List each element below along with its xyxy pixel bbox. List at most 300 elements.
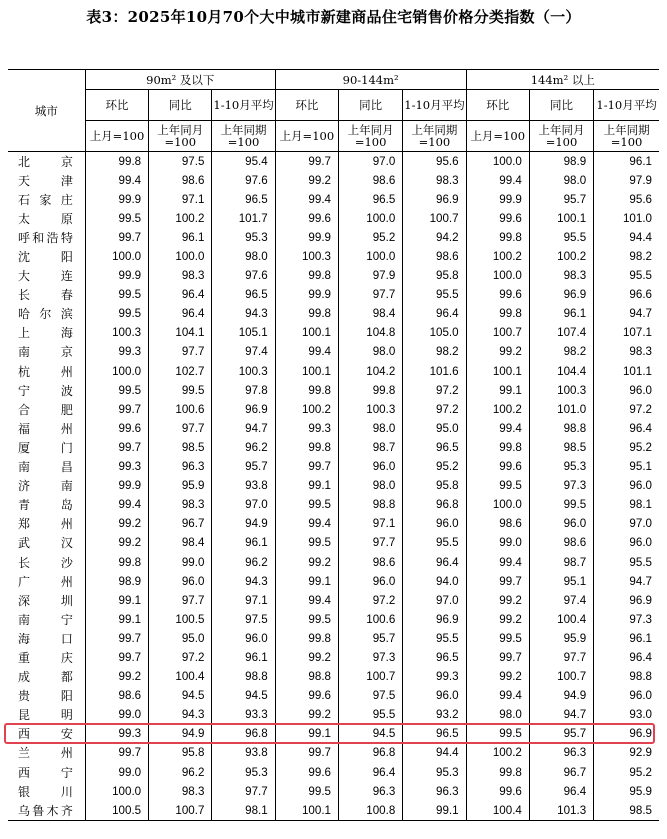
value-cell: 100.7 — [529, 668, 593, 687]
value-cell: 99.2 — [85, 515, 148, 534]
value-cell: 100.6 — [149, 400, 212, 419]
value-cell: 100.0 — [149, 247, 212, 266]
city-column-header: 城市 — [8, 70, 85, 152]
table-row — [8, 458, 659, 477]
value-cell: 94.9 — [529, 687, 593, 706]
value-cell: 96.0 — [529, 515, 593, 534]
value-cell: 99.1 — [275, 477, 338, 496]
measure-header-avg: 1-10月平均 — [403, 90, 466, 121]
city-cell: 南昌 — [18, 460, 73, 475]
value-cell: 95.6 — [594, 190, 659, 209]
value-cell: 94.7 — [529, 706, 593, 725]
value-cell: 99.8 — [85, 553, 148, 572]
value-cell: 99.2 — [275, 648, 338, 667]
value-cell: 96.6 — [594, 286, 659, 305]
value-cell: 99.5 — [275, 534, 338, 553]
value-cell: 101.7 — [212, 209, 275, 228]
value-cell: 99.7 — [85, 629, 148, 648]
value-cell: 107.4 — [529, 324, 593, 343]
value-cell: 98.8 — [594, 668, 659, 687]
value-cell: 96.0 — [594, 534, 659, 553]
value-cell: 96.5 — [403, 725, 466, 744]
city-cell: 济南 — [18, 479, 73, 494]
value-cell: 96.5 — [403, 438, 466, 457]
value-cell: 99.3 — [85, 343, 148, 362]
value-cell: 98.0 — [529, 171, 593, 190]
value-cell: 99.4 — [275, 190, 338, 209]
value-cell: 95.2 — [594, 763, 659, 782]
value-cell: 99.6 — [466, 458, 529, 477]
measure-header-yoy: 同比 — [529, 90, 593, 121]
base-header-last-year-period: 上年同期=100 — [594, 121, 659, 152]
value-cell: 100.3 — [275, 247, 338, 266]
value-cell: 94.4 — [403, 744, 466, 763]
table-row — [8, 362, 659, 381]
value-cell: 99.3 — [403, 668, 466, 687]
city-cell: 石家庄 — [18, 192, 73, 207]
city-cell: 武汉 — [18, 536, 73, 551]
value-cell: 99.1 — [275, 572, 338, 591]
value-cell: 95.2 — [594, 438, 659, 457]
value-cell: 99.2 — [275, 553, 338, 572]
value-cell: 99.1 — [85, 610, 148, 629]
value-cell: 95.3 — [529, 458, 593, 477]
value-cell: 96.7 — [529, 763, 593, 782]
base-header-last-month: 上月=100 — [275, 121, 338, 152]
value-cell: 96.3 — [149, 458, 212, 477]
value-cell: 96.0 — [594, 477, 659, 496]
value-cell: 97.1 — [212, 591, 275, 610]
value-cell: 97.0 — [594, 515, 659, 534]
value-cell: 98.9 — [85, 572, 148, 591]
value-cell: 99.7 — [275, 744, 338, 763]
table-row — [8, 744, 659, 763]
table-row — [8, 152, 659, 172]
value-cell: 97.4 — [529, 591, 593, 610]
value-cell: 99.5 — [466, 477, 529, 496]
value-cell: 99.7 — [275, 152, 338, 172]
value-cell: 99.8 — [339, 381, 403, 400]
table-row — [8, 763, 659, 782]
value-cell: 94.7 — [594, 572, 659, 591]
value-cell: 96.4 — [149, 305, 212, 324]
value-cell: 94.3 — [149, 706, 212, 725]
value-cell: 98.0 — [339, 419, 403, 438]
value-cell: 97.7 — [149, 591, 212, 610]
value-cell: 96.4 — [529, 782, 593, 801]
value-cell: 98.3 — [403, 171, 466, 190]
city-cell: 宁波 — [18, 383, 73, 398]
measure-header-yoy: 同比 — [149, 90, 212, 121]
value-cell: 95.7 — [212, 458, 275, 477]
value-cell: 97.8 — [212, 381, 275, 400]
table-row — [8, 706, 659, 725]
value-cell: 95.0 — [149, 629, 212, 648]
city-cell: 哈尔滨 — [18, 307, 73, 322]
table-row — [8, 515, 659, 534]
value-cell: 94.7 — [212, 419, 275, 438]
table-row — [8, 381, 659, 400]
value-cell: 99.9 — [275, 286, 338, 305]
value-cell: 99.8 — [275, 438, 338, 457]
base-header-last-year-month: 上年同月=100 — [529, 121, 593, 152]
value-cell: 99.8 — [275, 629, 338, 648]
table-row — [8, 286, 659, 305]
table-row — [8, 687, 659, 706]
value-cell: 97.1 — [149, 190, 212, 209]
price-index-table-wrapper — [8, 69, 659, 821]
value-cell: 99.5 — [85, 209, 148, 228]
city-cell: 呼和浩特 — [18, 230, 73, 245]
value-cell: 99.4 — [275, 343, 338, 362]
value-cell: 98.4 — [149, 534, 212, 553]
value-cell: 99.5 — [85, 286, 148, 305]
value-cell: 99.9 — [275, 228, 338, 247]
base-header-last-year-period: 上年同期=100 — [403, 121, 466, 152]
value-cell: 100.2 — [466, 247, 529, 266]
value-cell: 98.6 — [403, 247, 466, 266]
value-cell: 99.4 — [466, 687, 529, 706]
value-cell: 96.9 — [594, 591, 659, 610]
city-cell: 北京 — [18, 154, 73, 169]
table-row — [8, 305, 659, 324]
value-cell: 100.1 — [466, 362, 529, 381]
value-cell: 99.2 — [85, 668, 148, 687]
city-cell: 厦门 — [18, 440, 73, 455]
value-cell: 99.4 — [466, 553, 529, 572]
value-cell: 99.0 — [85, 706, 148, 725]
value-cell: 97.6 — [212, 171, 275, 190]
value-cell: 95.5 — [529, 228, 593, 247]
city-cell: 太原 — [18, 211, 73, 226]
city-cell: 重庆 — [18, 650, 73, 665]
value-cell: 100.1 — [529, 209, 593, 228]
value-cell: 98.3 — [149, 782, 212, 801]
value-cell: 99.5 — [85, 305, 148, 324]
value-cell: 97.7 — [529, 648, 593, 667]
city-cell: 深圳 — [18, 593, 73, 608]
value-cell: 99.6 — [466, 209, 529, 228]
value-cell: 99.4 — [466, 171, 529, 190]
value-cell: 95.5 — [594, 267, 659, 286]
value-cell: 100.6 — [339, 610, 403, 629]
value-cell: 98.6 — [339, 171, 403, 190]
value-cell: 99.1 — [466, 381, 529, 400]
value-cell: 99.2 — [275, 171, 338, 190]
city-cell: 天津 — [18, 173, 73, 188]
value-cell: 98.0 — [339, 343, 403, 362]
value-cell: 97.6 — [212, 267, 275, 286]
table-body — [8, 152, 659, 821]
value-cell: 96.3 — [529, 744, 593, 763]
group-header-144-above: 144m² 以上 — [466, 70, 659, 90]
base-header-last-month: 上月=100 — [466, 121, 529, 152]
city-cell: 合肥 — [18, 402, 73, 417]
value-cell: 95.5 — [403, 629, 466, 648]
value-cell: 95.3 — [212, 763, 275, 782]
value-cell: 97.7 — [339, 534, 403, 553]
value-cell: 99.5 — [529, 496, 593, 515]
price-index-table — [8, 69, 659, 821]
value-cell: 100.0 — [85, 362, 148, 381]
value-cell: 96.9 — [529, 286, 593, 305]
value-cell: 96.4 — [149, 286, 212, 305]
table-row — [8, 725, 659, 744]
value-cell: 105.1 — [212, 324, 275, 343]
value-cell: 98.8 — [275, 668, 338, 687]
value-cell: 100.0 — [339, 209, 403, 228]
value-cell: 94.5 — [339, 725, 403, 744]
value-cell: 97.7 — [339, 286, 403, 305]
value-cell: 98.8 — [212, 668, 275, 687]
table-row — [8, 648, 659, 667]
value-cell: 98.7 — [529, 553, 593, 572]
value-cell: 104.8 — [339, 324, 403, 343]
value-cell: 95.2 — [403, 458, 466, 477]
value-cell: 99.9 — [85, 267, 148, 286]
header-row-groups — [8, 70, 659, 90]
value-cell: 98.0 — [212, 247, 275, 266]
value-cell: 100.0 — [85, 782, 148, 801]
base-header-last-year-period: 上年同期=100 — [212, 121, 275, 152]
value-cell: 93.8 — [212, 477, 275, 496]
value-cell: 97.7 — [149, 343, 212, 362]
value-cell: 98.3 — [149, 496, 212, 515]
value-cell: 100.2 — [529, 247, 593, 266]
value-cell: 94.4 — [594, 228, 659, 247]
value-cell: 99.5 — [149, 381, 212, 400]
value-cell: 101.6 — [403, 362, 466, 381]
value-cell: 104.4 — [529, 362, 593, 381]
table-row — [8, 267, 659, 286]
value-cell: 93.0 — [594, 706, 659, 725]
value-cell: 98.5 — [529, 438, 593, 457]
value-cell: 99.8 — [466, 228, 529, 247]
value-cell: 99.8 — [466, 763, 529, 782]
city-cell: 长春 — [18, 288, 73, 303]
table-row — [8, 438, 659, 457]
value-cell: 98.9 — [529, 152, 593, 172]
value-cell: 99.8 — [275, 267, 338, 286]
table-row — [8, 400, 659, 419]
table-row — [8, 610, 659, 629]
value-cell: 97.5 — [212, 610, 275, 629]
value-cell: 99.7 — [85, 438, 148, 457]
city-cell: 青岛 — [18, 498, 73, 513]
group-header-90-144: 90-144m² — [275, 70, 466, 90]
city-cell: 乌鲁木齐 — [8, 801, 85, 821]
value-cell: 98.2 — [594, 247, 659, 266]
value-cell: 100.7 — [339, 668, 403, 687]
value-cell: 99.8 — [275, 305, 338, 324]
value-cell: 99.6 — [275, 687, 338, 706]
value-cell: 100.2 — [275, 400, 338, 419]
value-cell: 96.1 — [212, 648, 275, 667]
value-cell: 99.7 — [85, 400, 148, 419]
value-cell: 98.5 — [594, 801, 659, 821]
value-cell: 96.4 — [594, 419, 659, 438]
city-cell: 西安 — [18, 727, 73, 742]
city-cell: 贵阳 — [18, 689, 73, 704]
value-cell: 101.3 — [529, 801, 593, 821]
value-cell: 96.0 — [594, 687, 659, 706]
value-cell: 100.3 — [529, 381, 593, 400]
value-cell: 98.1 — [594, 496, 659, 515]
value-cell: 99.2 — [275, 706, 338, 725]
value-cell: 94.2 — [403, 228, 466, 247]
value-cell: 99.3 — [85, 458, 148, 477]
value-cell: 101.0 — [594, 209, 659, 228]
header-row-measures — [8, 90, 659, 121]
city-cell: 沈阳 — [18, 250, 73, 265]
city-cell: 长沙 — [18, 555, 73, 570]
value-cell: 99.9 — [85, 190, 148, 209]
value-cell: 96.1 — [594, 629, 659, 648]
value-cell: 96.0 — [212, 629, 275, 648]
value-cell: 99.2 — [466, 591, 529, 610]
value-cell: 98.8 — [339, 496, 403, 515]
table-row — [8, 324, 659, 343]
value-cell: 94.9 — [212, 515, 275, 534]
table-title: 表3：2025年10月70个大中城市新建商品住宅销售价格分类指数（一） — [86, 8, 581, 26]
value-cell: 94.5 — [149, 687, 212, 706]
value-cell: 99.7 — [466, 648, 529, 667]
value-cell: 96.1 — [594, 152, 659, 172]
table-row — [8, 553, 659, 572]
value-cell: 104.2 — [339, 362, 403, 381]
value-cell: 98.4 — [339, 305, 403, 324]
value-cell: 99.5 — [85, 381, 148, 400]
value-cell: 95.9 — [594, 782, 659, 801]
value-cell: 92.9 — [594, 744, 659, 763]
value-cell: 99.6 — [85, 419, 148, 438]
value-cell: 98.2 — [529, 343, 593, 362]
city-cell: 海口 — [18, 631, 73, 646]
value-cell: 100.1 — [275, 362, 338, 381]
value-cell: 98.1 — [212, 801, 275, 821]
table-row — [8, 782, 659, 801]
value-cell: 96.9 — [403, 610, 466, 629]
table-row — [8, 477, 659, 496]
table-row — [8, 668, 659, 687]
value-cell: 96.5 — [212, 190, 275, 209]
value-cell: 95.5 — [594, 553, 659, 572]
value-cell: 100.5 — [149, 610, 212, 629]
value-cell: 96.9 — [403, 190, 466, 209]
value-cell: 97.2 — [403, 400, 466, 419]
value-cell: 96.2 — [212, 438, 275, 457]
value-cell: 98.3 — [529, 267, 593, 286]
group-header-90-below: 90m² 及以下 — [85, 70, 275, 90]
value-cell: 98.5 — [149, 438, 212, 457]
value-cell: 97.5 — [149, 152, 212, 172]
value-cell: 100.2 — [466, 400, 529, 419]
value-cell: 99.8 — [275, 381, 338, 400]
value-cell: 96.9 — [594, 725, 659, 744]
value-cell: 96.3 — [339, 782, 403, 801]
value-cell: 100.7 — [466, 324, 529, 343]
value-cell: 98.6 — [529, 534, 593, 553]
value-cell: 100.2 — [149, 209, 212, 228]
value-cell: 99.0 — [85, 763, 148, 782]
value-cell: 99.7 — [85, 648, 148, 667]
value-cell: 96.4 — [339, 763, 403, 782]
value-cell: 99.7 — [85, 228, 148, 247]
value-cell: 97.5 — [339, 687, 403, 706]
value-cell: 96.0 — [339, 458, 403, 477]
value-cell: 93.3 — [212, 706, 275, 725]
city-cell: 郑州 — [18, 517, 73, 532]
value-cell: 99.4 — [275, 515, 338, 534]
value-cell: 97.2 — [339, 591, 403, 610]
value-cell: 97.9 — [594, 171, 659, 190]
value-cell: 100.0 — [466, 267, 529, 286]
value-cell: 96.5 — [339, 190, 403, 209]
measure-header-avg: 1-10月平均 — [212, 90, 275, 121]
value-cell: 95.7 — [339, 629, 403, 648]
value-cell: 99.2 — [466, 610, 529, 629]
table-row — [8, 171, 659, 190]
value-cell: 95.1 — [529, 572, 593, 591]
value-cell: 100.3 — [339, 400, 403, 419]
value-cell: 99.6 — [466, 782, 529, 801]
value-cell: 98.8 — [529, 419, 593, 438]
value-cell: 98.6 — [149, 171, 212, 190]
value-cell: 96.3 — [403, 782, 466, 801]
city-cell: 福州 — [18, 421, 73, 436]
header-row-base — [8, 121, 659, 152]
value-cell: 99.1 — [275, 725, 338, 744]
value-cell: 100.0 — [339, 247, 403, 266]
value-cell: 96.1 — [149, 228, 212, 247]
value-cell: 100.7 — [149, 801, 212, 821]
value-cell: 97.7 — [212, 782, 275, 801]
table-row — [8, 343, 659, 362]
value-cell: 99.9 — [466, 190, 529, 209]
value-cell: 97.3 — [594, 610, 659, 629]
value-cell: 96.0 — [403, 515, 466, 534]
value-cell: 94.0 — [403, 572, 466, 591]
value-cell: 99.0 — [149, 553, 212, 572]
value-cell: 99.2 — [466, 668, 529, 687]
value-cell: 104.1 — [149, 324, 212, 343]
value-cell: 96.8 — [212, 725, 275, 744]
value-cell: 95.9 — [149, 477, 212, 496]
value-cell: 100.1 — [275, 324, 338, 343]
value-cell: 99.7 — [85, 744, 148, 763]
value-cell: 96.4 — [403, 305, 466, 324]
base-header-last-year-month: 上年同月=100 — [149, 121, 212, 152]
city-cell: 成都 — [18, 670, 73, 685]
city-cell: 昆明 — [18, 708, 73, 723]
table-row — [8, 534, 659, 553]
value-cell: 101.1 — [594, 362, 659, 381]
table-row — [8, 591, 659, 610]
measure-header-mom: 环比 — [466, 90, 529, 121]
value-cell: 96.0 — [339, 572, 403, 591]
value-cell: 99.8 — [85, 152, 148, 172]
value-cell: 107.1 — [594, 324, 659, 343]
value-cell: 93.2 — [403, 706, 466, 725]
city-cell: 南宁 — [18, 612, 73, 627]
value-cell: 99.6 — [275, 209, 338, 228]
value-cell: 98.6 — [339, 553, 403, 572]
value-cell: 96.1 — [529, 305, 593, 324]
value-cell: 96.5 — [403, 648, 466, 667]
value-cell: 96.1 — [212, 534, 275, 553]
value-cell: 95.3 — [403, 763, 466, 782]
table-row — [8, 247, 659, 266]
